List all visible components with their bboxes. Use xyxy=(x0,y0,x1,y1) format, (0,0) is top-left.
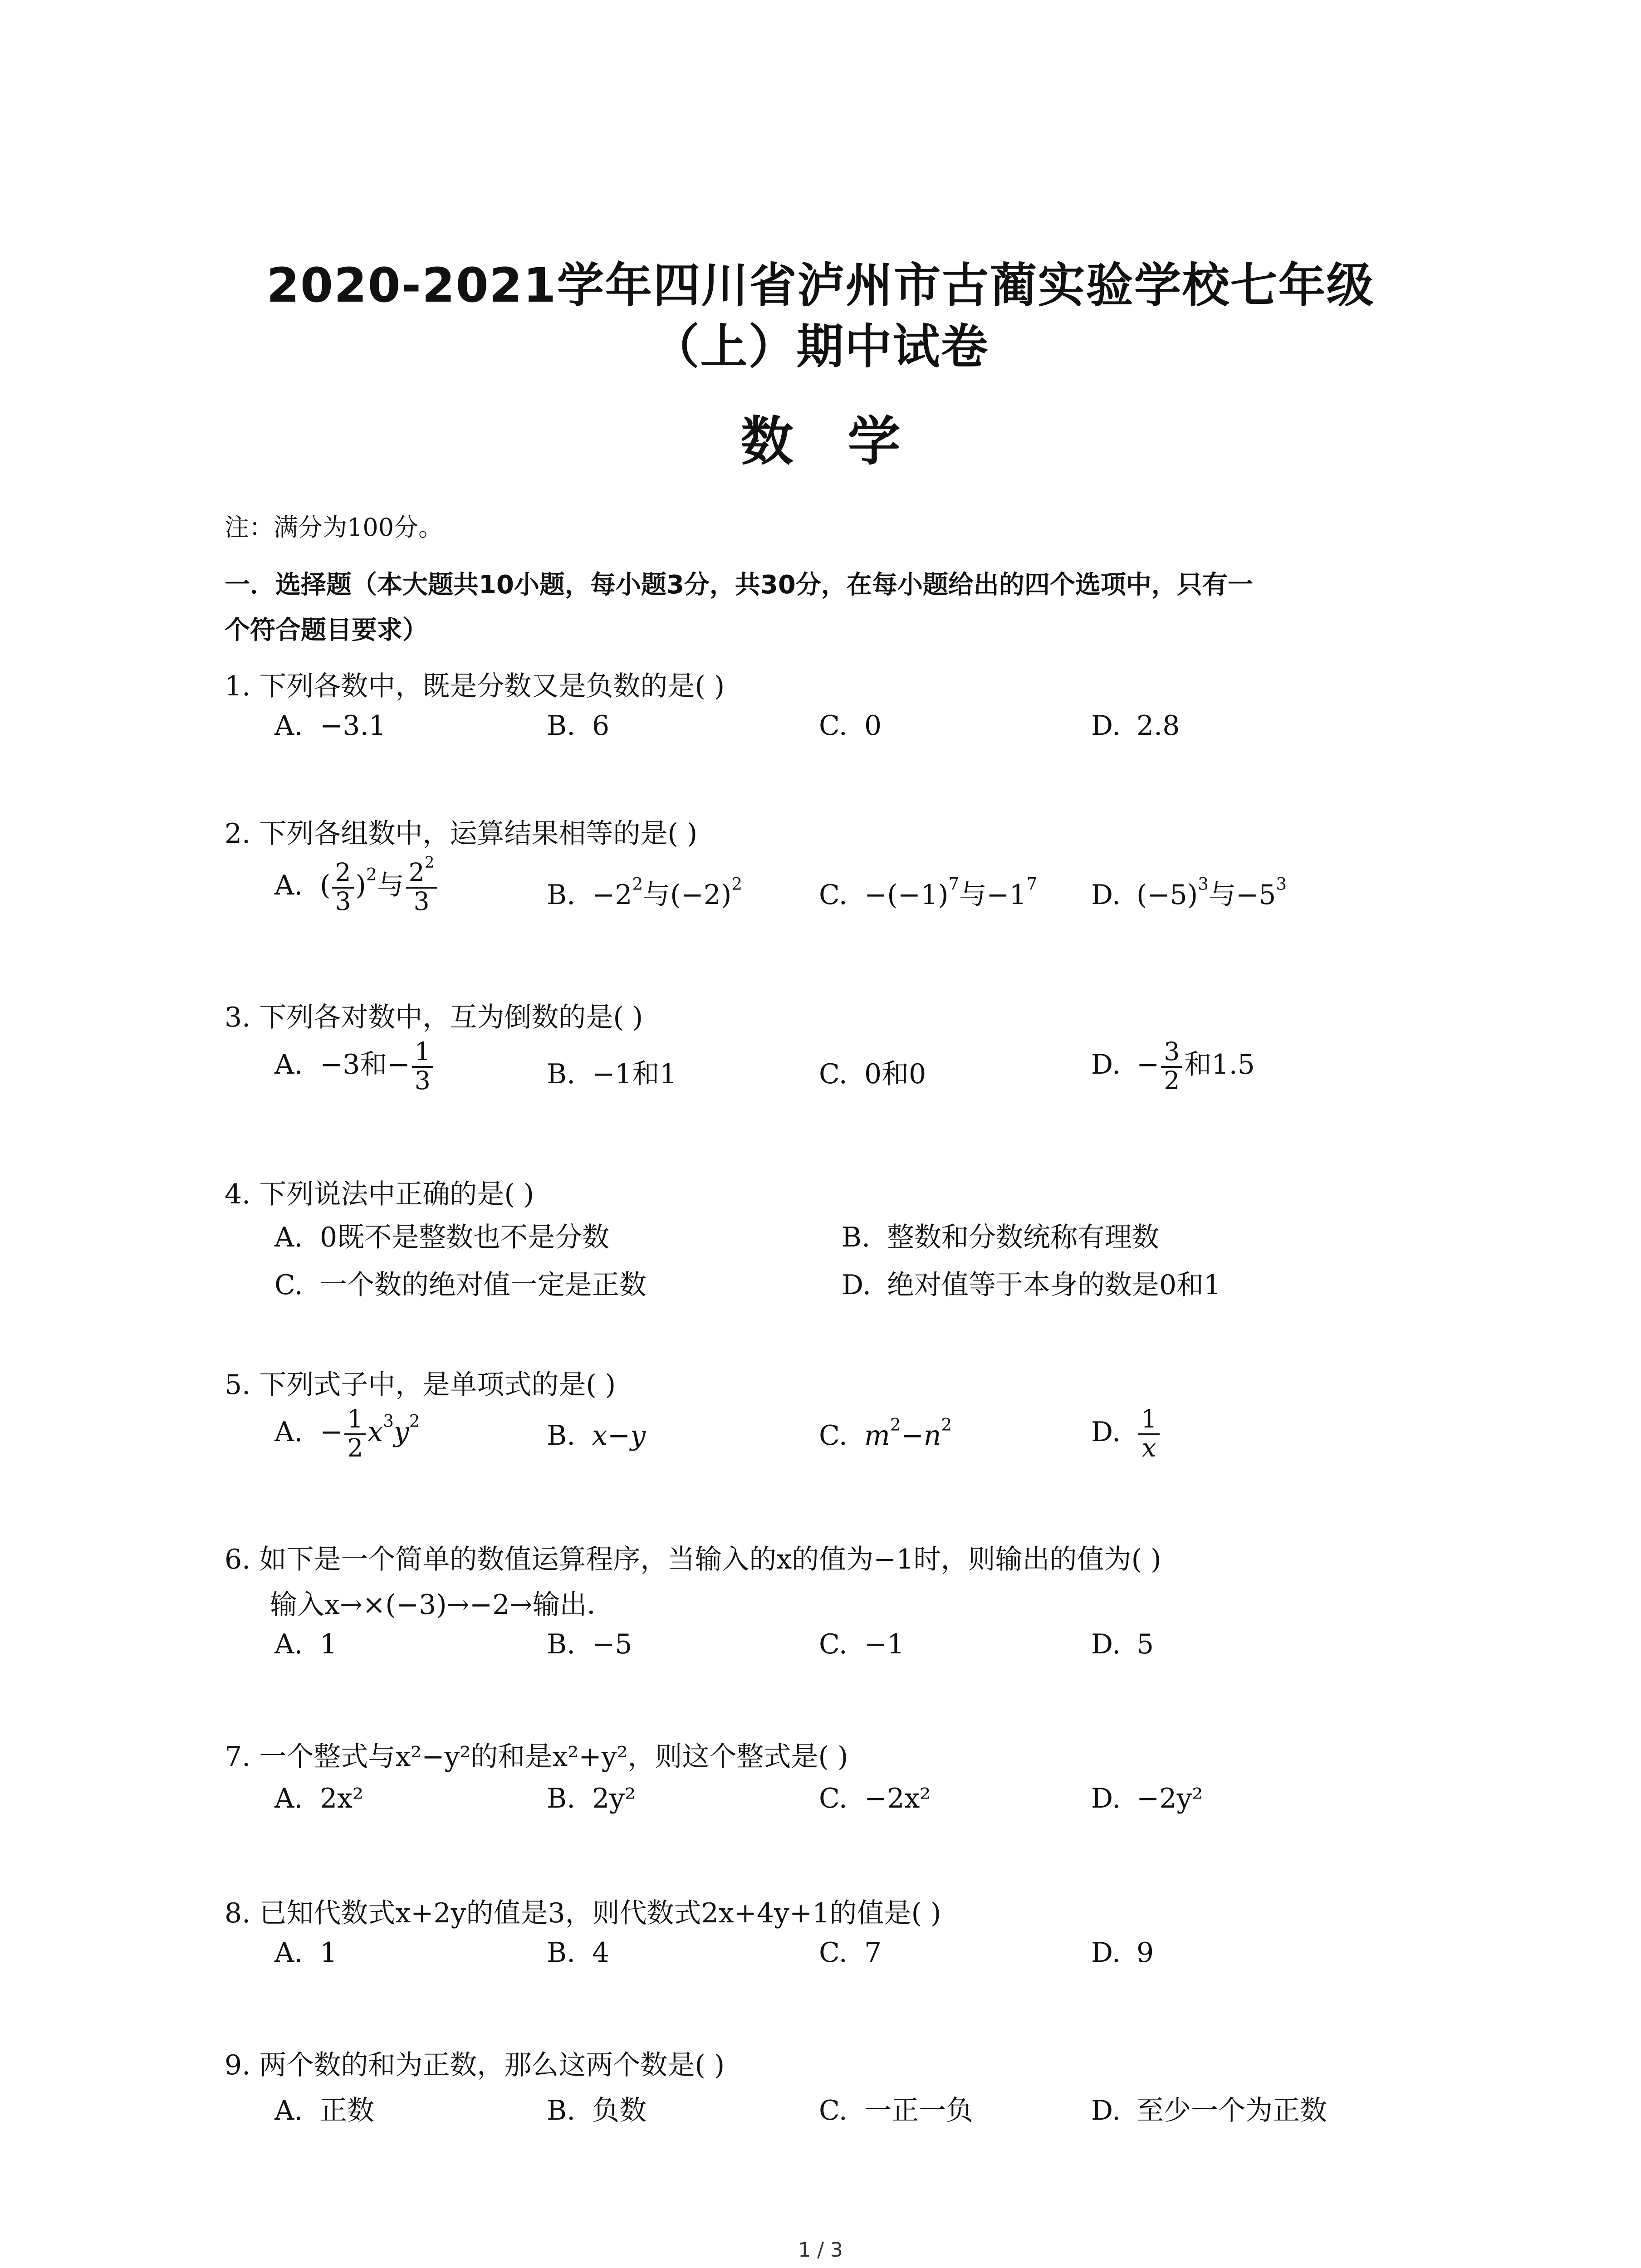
q5-option-d xyxy=(1091,1406,1161,1462)
exam-title-line2: （上）期中试卷 xyxy=(652,319,989,374)
option-text: 9 xyxy=(1136,1937,1154,1969)
option-label: D. xyxy=(1091,879,1121,911)
option-label: D. xyxy=(1091,710,1121,742)
q2-option-a: A. ( $\frac{2}{3}$ )$^2$与 $\frac{2^2}{3}$ xyxy=(274,860,439,915)
option-label: B. xyxy=(547,1783,576,1814)
q4-option-a xyxy=(274,1216,609,1255)
option-label: A. xyxy=(274,1416,303,1448)
option-label: B. xyxy=(547,710,576,742)
q6-option-b xyxy=(547,1628,632,1660)
option-text: 负数 xyxy=(592,2095,647,2126)
option-label: D. xyxy=(1091,1937,1121,1969)
question-5-stem: 5. 下列式子中，是单项式的是( ) xyxy=(225,1369,616,1401)
option-text: 至少一个为正数 xyxy=(1136,2095,1327,2126)
option-label: B. xyxy=(547,879,576,911)
q8-option-a xyxy=(274,1937,337,1969)
option-label: D. xyxy=(1091,1416,1121,1448)
option-text: 整数和分数统称有理数 xyxy=(887,1222,1159,1253)
option-label: B. xyxy=(842,1222,871,1253)
option-label: D. xyxy=(1091,1628,1121,1660)
option-text: −2x² xyxy=(864,1783,931,1814)
option-text: −5 xyxy=(592,1628,632,1660)
fraction: $\frac{3}{2}$ xyxy=(1161,1039,1182,1095)
option-text: 绝对值等于本身的数是0和1 xyxy=(887,1269,1221,1301)
option-label: B. xyxy=(547,1420,576,1452)
q1-option-d xyxy=(1091,710,1180,742)
q3-option-b xyxy=(547,1052,677,1091)
q6-option-d xyxy=(1091,1628,1154,1660)
option-label: C. xyxy=(819,1058,847,1090)
option-label: A. xyxy=(274,2095,303,2126)
option-label: C. xyxy=(274,1269,303,1301)
q3-option-a: A. −3和− $\frac{1}{3}$ xyxy=(274,1039,435,1095)
q9-option-a xyxy=(274,2089,374,2128)
option-label: C. xyxy=(819,1420,847,1452)
option-text: 0既不是整数也不是分数 xyxy=(320,1222,610,1253)
option-label: D. xyxy=(1091,2095,1121,2126)
q7-option-c xyxy=(819,1783,931,1814)
option-text: 2.8 xyxy=(1136,710,1180,742)
option-label: B. xyxy=(547,1058,576,1090)
q8-option-b xyxy=(547,1937,609,1969)
q1-option-c xyxy=(819,710,882,742)
question-3-stem: 3. 下列各对数中，互为倒数的是( ) xyxy=(225,1002,643,1033)
q3-option-d: D. − $\frac{3}{2}$ 和1.5 xyxy=(1091,1037,1255,1095)
option-label: D. xyxy=(842,1269,872,1301)
option-label: C. xyxy=(819,1628,847,1660)
question-6-stem: 6. 如下是一个简单的数值运算程序，当输入的x的值为−1时，则输出的值为( ) xyxy=(225,1544,1161,1575)
q6-option-a xyxy=(274,1628,337,1660)
option-label: B. xyxy=(547,2095,576,2126)
question-7-stem: 7. 一个整式与x²−y²的和是x²+y²，则这个整式是( ) xyxy=(225,1741,848,1773)
option-label: A. xyxy=(274,1937,303,1969)
option-text: −2y² xyxy=(1136,1783,1203,1814)
option-label: B. xyxy=(547,1628,576,1660)
fraction: $\frac{1}{2}$ xyxy=(344,1406,366,1462)
q2-option-c: C. $-(-1)^7$与$-1^7$ xyxy=(819,874,1038,911)
q5-option-c: C. $m^2-n^2$ xyxy=(819,1414,952,1452)
option-text: 6 xyxy=(592,710,610,742)
question-1-stem: 1. 下列各数中，既是分数又是负数的是( ) xyxy=(225,670,725,702)
q7-option-b xyxy=(547,1783,636,1814)
option-text: 5 xyxy=(1136,1628,1154,1660)
q3-option-c xyxy=(819,1052,926,1091)
option-text: 2x² xyxy=(320,1783,364,1814)
option-text: 1 xyxy=(320,1628,338,1660)
option-label: A. xyxy=(274,1783,303,1814)
question-4-stem: 4. 下列说法中正确的是( ) xyxy=(225,1178,534,1210)
option-text: 一个数的绝对值一定是正数 xyxy=(320,1269,647,1301)
q9-option-d xyxy=(1091,2089,1327,2128)
q1-option-b xyxy=(547,710,609,742)
page-number: 1 / 3 xyxy=(798,2239,843,2262)
option-text: 7 xyxy=(864,1937,882,1969)
option-text: 0和0 xyxy=(864,1058,926,1090)
q6-option-c xyxy=(819,1628,904,1660)
q4-option-d xyxy=(842,1263,1221,1302)
option-label: A. xyxy=(274,1222,303,1253)
q4-option-b xyxy=(842,1216,1159,1255)
q2-option-d: D. $(-5)^3$与$-5^3$ xyxy=(1091,874,1287,911)
option-text: −3.1 xyxy=(320,710,386,742)
option-text: 4 xyxy=(592,1937,610,1969)
fraction: $\frac{2^2}{3}$ xyxy=(406,860,437,915)
option-label: A. xyxy=(274,870,303,902)
section-heading-line1: 一．选择题（本大题共10小题，每小题3分，共30分，在每小题给出的四个选项中，只有一 xyxy=(225,570,1253,600)
option-text: −1和1 xyxy=(592,1058,677,1090)
option-label: C. xyxy=(819,1783,847,1814)
q1-option-a xyxy=(274,710,386,742)
q6-program: 输入x→×(−3)→−2→输出． xyxy=(270,1589,614,1621)
q5-option-a: A. − $\frac{1}{2}$ $x^3y^2$ xyxy=(274,1405,420,1463)
option-text: 正数 xyxy=(320,2095,374,2126)
subject-title: 数学 xyxy=(740,411,955,472)
option-label: A. xyxy=(274,1049,303,1081)
fraction: $\frac{1}{x}$ xyxy=(1138,1406,1160,1462)
q5-option-b: B. x−y xyxy=(547,1420,646,1452)
exam-title-line1: 2020-2021学年四川省泸州市古蔺实验学校七年级 xyxy=(266,258,1375,313)
section-heading-line2: 个符合题目要求） xyxy=(225,616,428,645)
q9-option-b xyxy=(547,2089,647,2128)
question-8-stem: 8. 已知代数式x+2y的值是3，则代数式2x+4y+1的值是( ) xyxy=(225,1897,941,1929)
option-label: C. xyxy=(819,2095,847,2126)
option-label: C. xyxy=(819,710,847,742)
option-text: 1 xyxy=(320,1937,338,1969)
option-label: D. xyxy=(1091,1049,1121,1081)
option-label: A. xyxy=(274,1628,303,1660)
option-label: C. xyxy=(819,1937,847,1969)
option-label: A. xyxy=(274,710,303,742)
q7-option-d xyxy=(1091,1783,1203,1814)
fraction: $\frac{1}{3}$ xyxy=(412,1039,433,1095)
option-label: D. xyxy=(1091,1783,1121,1814)
question-9-stem: 9. 两个数的和为正数，那么这两个数是( ) xyxy=(225,2049,725,2081)
q9-option-c xyxy=(819,2089,973,2128)
q4-option-c xyxy=(274,1263,647,1302)
option-text: 2y² xyxy=(592,1783,636,1814)
q8-option-c xyxy=(819,1937,882,1969)
option-text: 0 xyxy=(864,710,882,742)
score-note: 注：满分为100分。 xyxy=(225,513,443,542)
q2-option-b: B. $-2^2$与$(-2)^2$ xyxy=(547,874,743,911)
question-2-stem: 2. 下列各组数中，运算结果相等的是( ) xyxy=(225,818,698,850)
q7-option-a xyxy=(274,1783,363,1814)
option-text: −1 xyxy=(864,1628,905,1660)
option-text: 一正一负 xyxy=(864,2095,973,2126)
option-label: C. xyxy=(819,879,847,911)
q8-option-d xyxy=(1091,1937,1154,1969)
fraction: $\frac{2}{3}$ xyxy=(332,860,353,915)
option-label: B. xyxy=(547,1937,576,1969)
